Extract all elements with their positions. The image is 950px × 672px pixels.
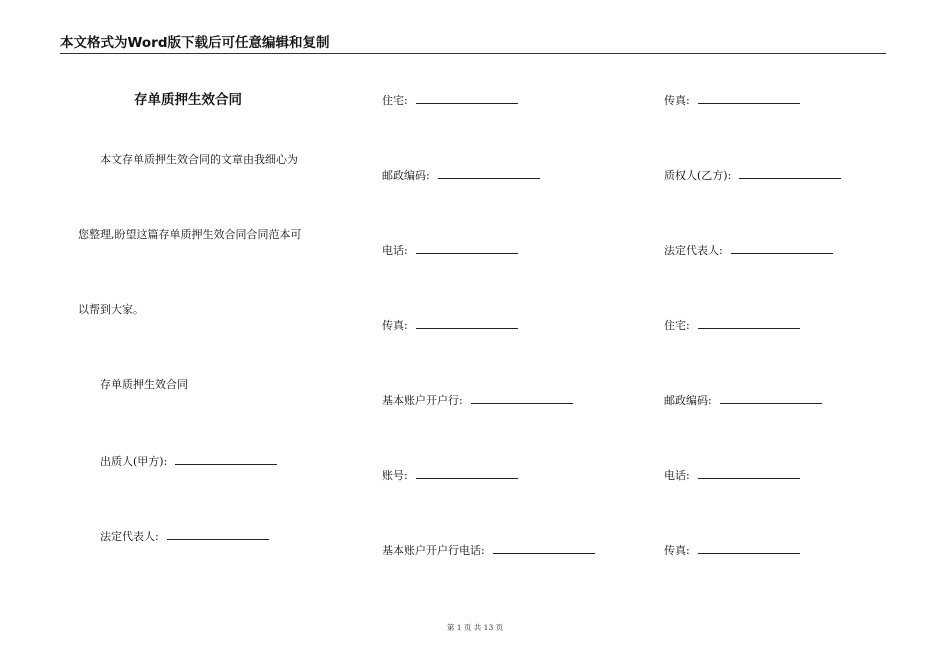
phone-label-a: 电话:	[382, 244, 408, 257]
fax-field-b	[664, 92, 800, 108]
contract-subtitle: 存单质押生效合同	[100, 378, 188, 391]
postcode-blank-a	[438, 167, 540, 179]
pledgee-blank	[739, 167, 841, 179]
address-blank-b	[698, 317, 800, 329]
legal-rep-label-a: 法定代表人:	[100, 530, 159, 543]
header-text: 本文格式为Word版下载后可任意编辑和复制	[60, 35, 330, 51]
pledgor-blank	[175, 453, 277, 465]
postcode-field-a	[382, 167, 540, 183]
address-field-a	[382, 92, 518, 108]
fax-label-c: 传真:	[664, 544, 690, 557]
phone-label-b: 电话:	[664, 469, 690, 482]
postcode-label-b: 邮政编码:	[664, 394, 712, 407]
fax-label-a: 传真:	[382, 319, 408, 332]
fax-blank-a	[416, 317, 518, 329]
phone-blank-a	[416, 242, 518, 254]
bank-phone-field	[382, 542, 595, 558]
bank-blank	[471, 392, 573, 404]
address-label-b: 住宅:	[664, 319, 690, 332]
fax-label-b: 传真:	[664, 94, 690, 107]
account-label: 账号:	[382, 469, 408, 482]
legal-rep-blank-b	[731, 242, 833, 254]
address-label-a: 住宅:	[382, 94, 408, 107]
document-title: 存单质押生效合同	[134, 92, 242, 108]
column-left	[78, 0, 348, 672]
pledgee-label: 质权人(乙方):	[664, 169, 732, 182]
legal-rep-label-b: 法定代表人:	[664, 244, 723, 257]
legal-rep-blank-a	[167, 528, 269, 540]
page-footer: 第 1 页 共 13 页	[446, 623, 504, 632]
intro-line-1: 本文存单质押生效合同的文章由我细心为	[100, 153, 298, 166]
phone-field-b	[664, 467, 800, 483]
bank-label: 基本账户开户行:	[382, 394, 463, 407]
fax-field-c	[664, 542, 800, 558]
fax-field-a	[382, 317, 518, 333]
pledgee-field	[664, 167, 841, 183]
fax-blank-b	[698, 92, 800, 104]
intro-line-2: 您整理,盼望这篇存单质押生效合同合同范本可	[78, 228, 302, 241]
postcode-label-a: 邮政编码:	[382, 169, 430, 182]
bank-phone-label: 基本账户开户行电话:	[382, 544, 485, 557]
address-field-b	[664, 317, 800, 333]
address-blank-a	[416, 92, 518, 104]
account-blank	[416, 467, 518, 479]
legal-rep-field-a	[100, 528, 269, 544]
pledgor-label: 出质人(甲方):	[100, 455, 168, 468]
legal-rep-field-b	[664, 242, 833, 258]
phone-blank-b	[698, 467, 800, 479]
bank-phone-blank	[493, 542, 595, 554]
column-middle	[382, 0, 652, 672]
account-field	[382, 467, 518, 483]
postcode-blank-b	[720, 392, 822, 404]
pledgor-field	[100, 453, 277, 469]
column-right	[664, 0, 934, 672]
phone-field-a	[382, 242, 518, 258]
intro-line-3: 以帮到大家。	[78, 303, 144, 316]
postcode-field-b	[664, 392, 822, 408]
fax-blank-c	[698, 542, 800, 554]
bank-field	[382, 392, 573, 408]
